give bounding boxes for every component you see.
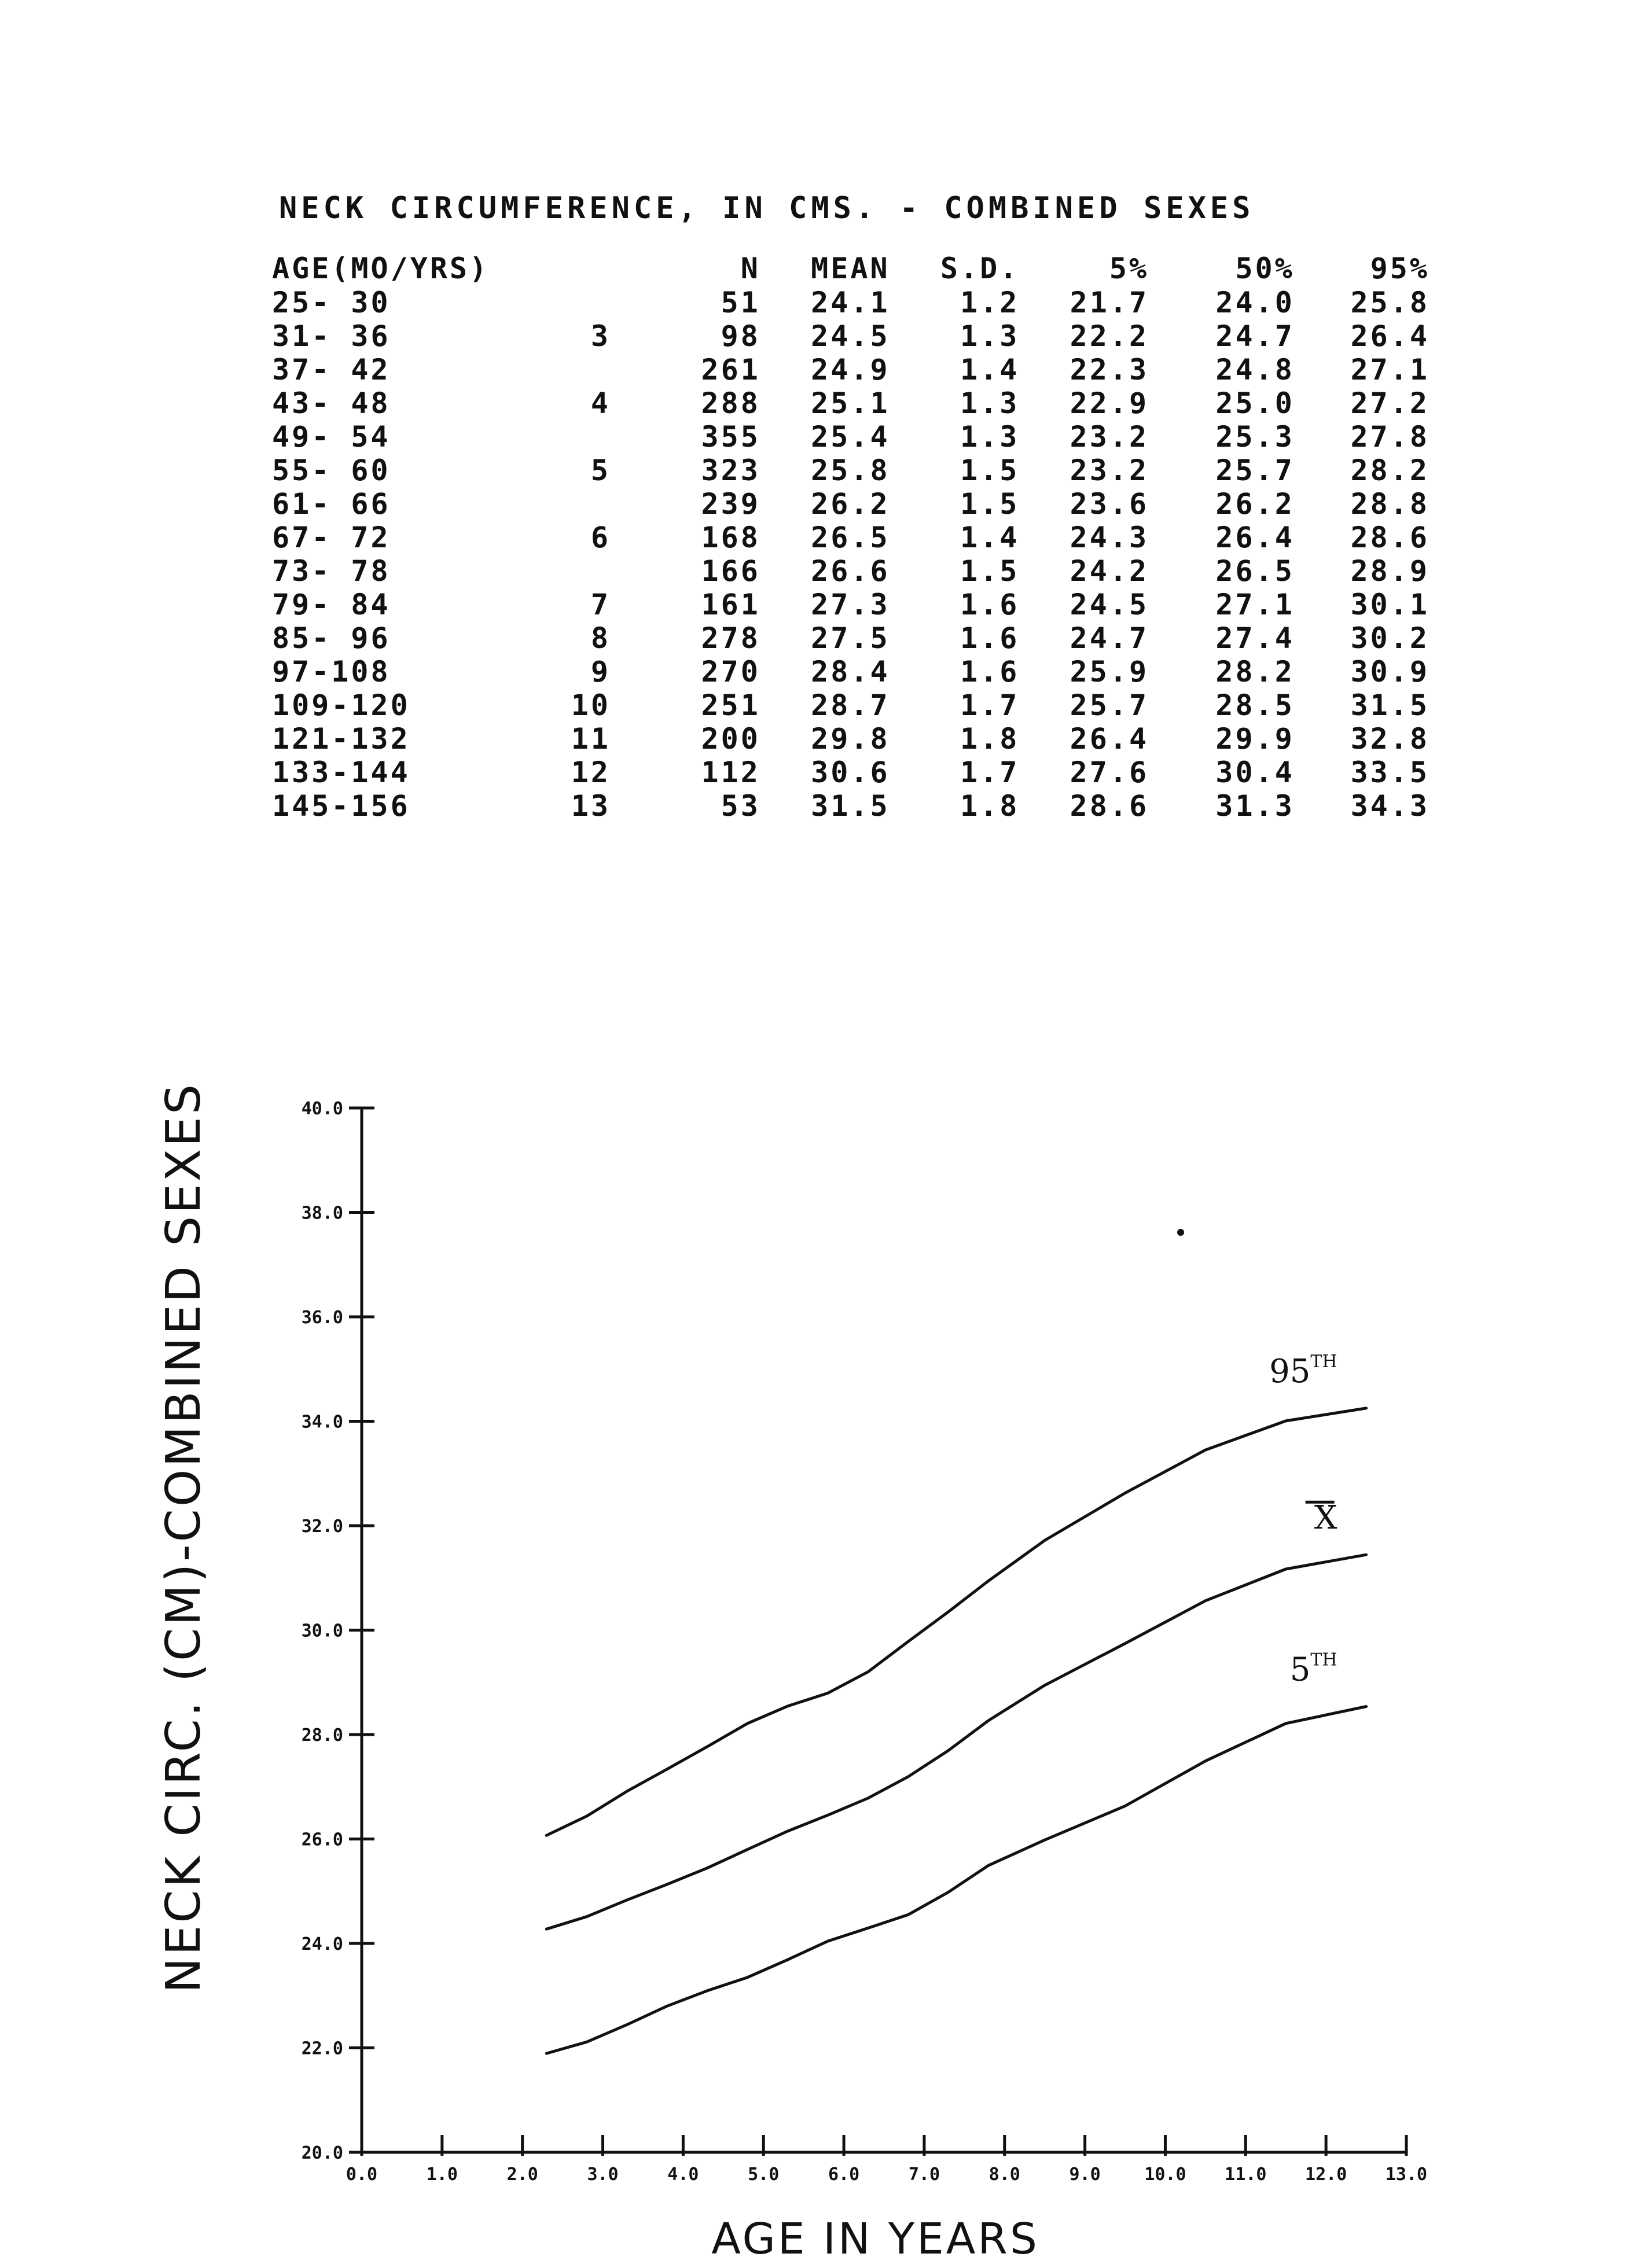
cell-age-years: 11 [571, 722, 611, 756]
cell-p95: 32.8 [1350, 722, 1429, 756]
cell-age-months: 145-156 [272, 789, 410, 823]
cell-p50: 25.3 [1215, 420, 1295, 454]
cell-sd: 1.6 [960, 621, 1020, 655]
cell-age-years: 7 [590, 588, 611, 621]
cell-n: 278 [701, 621, 760, 655]
series-label-95th [1269, 1352, 1337, 1390]
y-tick-label: 20.0 [301, 2143, 343, 2163]
cell-p5: 25.7 [1070, 689, 1149, 722]
col-header-p5: 5% [1109, 252, 1149, 285]
cell-age-months: 49- 54 [272, 420, 391, 454]
cell-age-months: 37- 42 [272, 353, 391, 386]
cell-p5: 22.2 [1070, 319, 1149, 353]
cell-p50: 28.2 [1215, 655, 1295, 689]
cell-age-years: 4 [590, 386, 611, 420]
cell-n: 288 [701, 386, 760, 420]
cell-age-months: 109-120 [272, 689, 410, 722]
x-tick-label: 11.0 [1225, 2164, 1267, 2185]
y-tick-label: 38.0 [301, 1203, 343, 1224]
cell-mean: 25.1 [811, 386, 890, 420]
stray-dot [1177, 1229, 1184, 1236]
cell-p5: 24.5 [1070, 588, 1149, 621]
cell-n: 239 [701, 487, 760, 521]
cell-age-months: 121-132 [272, 722, 410, 756]
cell-p95: 30.1 [1350, 588, 1429, 621]
cell-n: 98 [721, 319, 760, 353]
cell-mean: 24.5 [811, 319, 890, 353]
y-tick-label: 34.0 [301, 1412, 343, 1433]
x-tick-label: 13.0 [1385, 2164, 1428, 2185]
cell-age-years: 5 [590, 454, 611, 487]
x-tick-label: 0.0 [346, 2164, 378, 2185]
cell-p95: 34.3 [1350, 789, 1429, 823]
cell-p5: 24.2 [1070, 554, 1149, 588]
chart-series [546, 1408, 1366, 2053]
y-tick-label: 40.0 [301, 1099, 343, 1119]
cell-n: 251 [701, 689, 760, 722]
cell-p50: 24.7 [1215, 319, 1295, 353]
cell-sd: 1.4 [960, 353, 1020, 386]
cell-p50: 24.8 [1215, 353, 1295, 386]
cell-p50: 27.1 [1215, 588, 1295, 621]
cell-p5: 21.7 [1070, 286, 1149, 319]
x-tick-label: 2.0 [506, 2164, 538, 2185]
cell-p95: 27.8 [1350, 420, 1429, 454]
cell-mean: 25.4 [811, 420, 890, 454]
cell-mean: 25.8 [811, 454, 890, 487]
cell-n: 161 [701, 588, 760, 621]
series-label-text: 5 [1289, 1651, 1311, 1689]
x-tick-label: 10.0 [1144, 2164, 1186, 2185]
series-label-text: 95 [1269, 1352, 1311, 1390]
series-label-x [1314, 1499, 1337, 1537]
cell-sd: 1.5 [960, 487, 1020, 521]
cell-p95: 27.2 [1350, 386, 1429, 420]
cell-p95: 27.1 [1350, 353, 1429, 386]
cell-p50: 29.9 [1215, 722, 1295, 756]
cell-sd: 1.3 [960, 319, 1020, 353]
x-tick-label: 5.0 [748, 2164, 780, 2185]
col-header-n: N [740, 252, 760, 285]
x-tick-label: 1.0 [426, 2164, 458, 2185]
cell-p5: 28.6 [1070, 789, 1149, 823]
y-tick-label: 28.0 [301, 1725, 343, 1746]
cell-n: 168 [701, 521, 760, 554]
cell-mean: 29.8 [811, 722, 890, 756]
cell-n: 323 [701, 454, 760, 487]
cell-age-years: 10 [571, 689, 611, 722]
cell-age-months: 25- 30 [272, 286, 391, 319]
y-tick-label: 26.0 [301, 1829, 343, 1850]
table-title: NECK CIRCUMFERENCE, IN CMS. - COMBINED SEXES [279, 191, 1255, 226]
cell-mean: 24.1 [811, 286, 890, 319]
cell-n: 261 [701, 353, 760, 386]
cell-age-months: 97-108 [272, 655, 391, 689]
cell-age-months: 61- 66 [272, 487, 391, 521]
x-axis-title: AGE IN YEARS [711, 2214, 1039, 2264]
series-label-sup: TH [1310, 1351, 1337, 1372]
series-label-5th [1290, 1650, 1337, 1688]
cell-p95: 33.5 [1350, 756, 1429, 789]
cell-mean: 28.4 [811, 655, 890, 689]
cell-sd: 1.5 [960, 554, 1020, 588]
x-tick-label: 12.0 [1305, 2164, 1347, 2185]
cell-sd: 1.7 [960, 756, 1020, 789]
cell-sd: 1.7 [960, 689, 1020, 722]
cell-p50: 26.5 [1215, 554, 1295, 588]
cell-p5: 23.2 [1070, 454, 1149, 487]
series-line-95th [546, 1408, 1366, 1835]
cell-mean: 28.7 [811, 689, 890, 722]
cell-p95: 26.4 [1350, 319, 1429, 353]
cell-age-months: 55- 60 [272, 454, 391, 487]
cell-p5: 26.4 [1070, 722, 1149, 756]
y-tick-label: 24.0 [301, 1934, 343, 1954]
cell-p95: 30.9 [1350, 655, 1429, 689]
cell-p5: 24.7 [1070, 621, 1149, 655]
cell-mean: 27.5 [811, 621, 890, 655]
cell-p50: 30.4 [1215, 756, 1295, 789]
cell-p95: 31.5 [1350, 689, 1429, 722]
cell-mean: 24.9 [811, 353, 890, 386]
cell-p95: 30.2 [1350, 621, 1429, 655]
cell-sd: 1.8 [960, 722, 1020, 756]
y-tick-label: 32.0 [301, 1516, 343, 1537]
cell-age-months: 133-144 [272, 756, 410, 789]
chart-ticks [302, 1099, 1427, 2185]
cell-n: 200 [701, 722, 760, 756]
cell-sd: 1.4 [960, 521, 1020, 554]
col-header-age: AGE(MO/YRS) [272, 252, 490, 285]
cell-p50: 28.5 [1215, 689, 1295, 722]
cell-p50: 27.4 [1215, 621, 1295, 655]
cell-p95: 28.2 [1350, 454, 1429, 487]
cell-age-years: 9 [590, 655, 611, 689]
cell-mean: 27.3 [811, 588, 890, 621]
cell-p50: 31.3 [1215, 789, 1295, 823]
cell-p95: 28.6 [1350, 521, 1429, 554]
cell-age-months: 85- 96 [272, 621, 391, 655]
cell-p95: 28.9 [1350, 554, 1429, 588]
cell-p50: 25.0 [1215, 386, 1295, 420]
col-header-p95: 95% [1370, 252, 1429, 285]
cell-p5: 25.9 [1070, 655, 1149, 689]
cell-p5: 23.2 [1070, 420, 1149, 454]
cell-sd: 1.8 [960, 789, 1020, 823]
cell-p5: 24.3 [1070, 521, 1149, 554]
cell-n: 270 [701, 655, 760, 689]
cell-age-months: 79- 84 [272, 588, 391, 621]
cell-mean: 31.5 [811, 789, 890, 823]
cell-age-years: 3 [590, 319, 611, 353]
cell-age-months: 73- 78 [272, 554, 391, 588]
chart-labels [156, 1082, 1337, 2264]
chart-axes [362, 1108, 1406, 2152]
cell-sd: 1.2 [960, 286, 1020, 319]
series-label-text: X [1314, 1499, 1337, 1537]
series-line-5th [546, 1707, 1366, 2054]
y-tick-label: 30.0 [301, 1621, 343, 1641]
cell-n: 51 [721, 286, 760, 319]
x-tick-label: 3.0 [587, 2164, 619, 2185]
cell-n: 355 [701, 420, 760, 454]
cell-age-years: 12 [571, 756, 611, 789]
cell-age-months: 67- 72 [272, 521, 391, 554]
cell-p5: 22.9 [1070, 386, 1149, 420]
cell-p5: 22.3 [1070, 353, 1149, 386]
cell-sd: 1.6 [960, 588, 1020, 621]
cell-sd: 1.3 [960, 420, 1020, 454]
cell-age-months: 43- 48 [272, 386, 391, 420]
cell-sd: 1.6 [960, 655, 1020, 689]
cell-age-months: 31- 36 [272, 319, 391, 353]
cell-p95: 25.8 [1350, 286, 1429, 319]
x-tick-label: 4.0 [667, 2164, 699, 2185]
cell-sd: 1.5 [960, 454, 1020, 487]
cell-n: 53 [721, 789, 760, 823]
cell-mean: 30.6 [811, 756, 890, 789]
cell-p5: 23.6 [1070, 487, 1149, 521]
cell-age-years: 6 [590, 521, 611, 554]
cell-sd: 1.3 [960, 386, 1020, 420]
cell-n: 166 [701, 554, 760, 588]
col-header-sd: S.D. [940, 252, 1020, 285]
cell-age-years: 8 [590, 621, 611, 655]
x-tick-label: 9.0 [1069, 2164, 1101, 2185]
cell-n: 112 [701, 756, 760, 789]
x-tick-label: 6.0 [828, 2164, 860, 2185]
x-tick-label: 7.0 [908, 2164, 940, 2185]
y-tick-label: 36.0 [301, 1308, 343, 1328]
col-header-mean: MEAN [811, 252, 890, 285]
cell-p50: 25.7 [1215, 454, 1295, 487]
y-tick-label: 22.0 [301, 2038, 343, 2059]
cell-age-years: 13 [571, 789, 611, 823]
col-header-p50: 50% [1235, 252, 1295, 285]
cell-p50: 24.0 [1215, 286, 1295, 319]
cell-mean: 26.2 [811, 487, 890, 521]
cell-p50: 26.2 [1215, 487, 1295, 521]
cell-mean: 26.5 [811, 521, 890, 554]
x-tick-label: 8.0 [988, 2164, 1020, 2185]
cell-mean: 26.6 [811, 554, 890, 588]
cell-p95: 28.8 [1350, 487, 1429, 521]
cell-p5: 27.6 [1070, 756, 1149, 789]
series-label-sup: TH [1310, 1650, 1337, 1670]
y-axis-title: NECK CIRC. (CM)-COMBINED SEXES [156, 1082, 211, 1993]
cell-p50: 26.4 [1215, 521, 1295, 554]
